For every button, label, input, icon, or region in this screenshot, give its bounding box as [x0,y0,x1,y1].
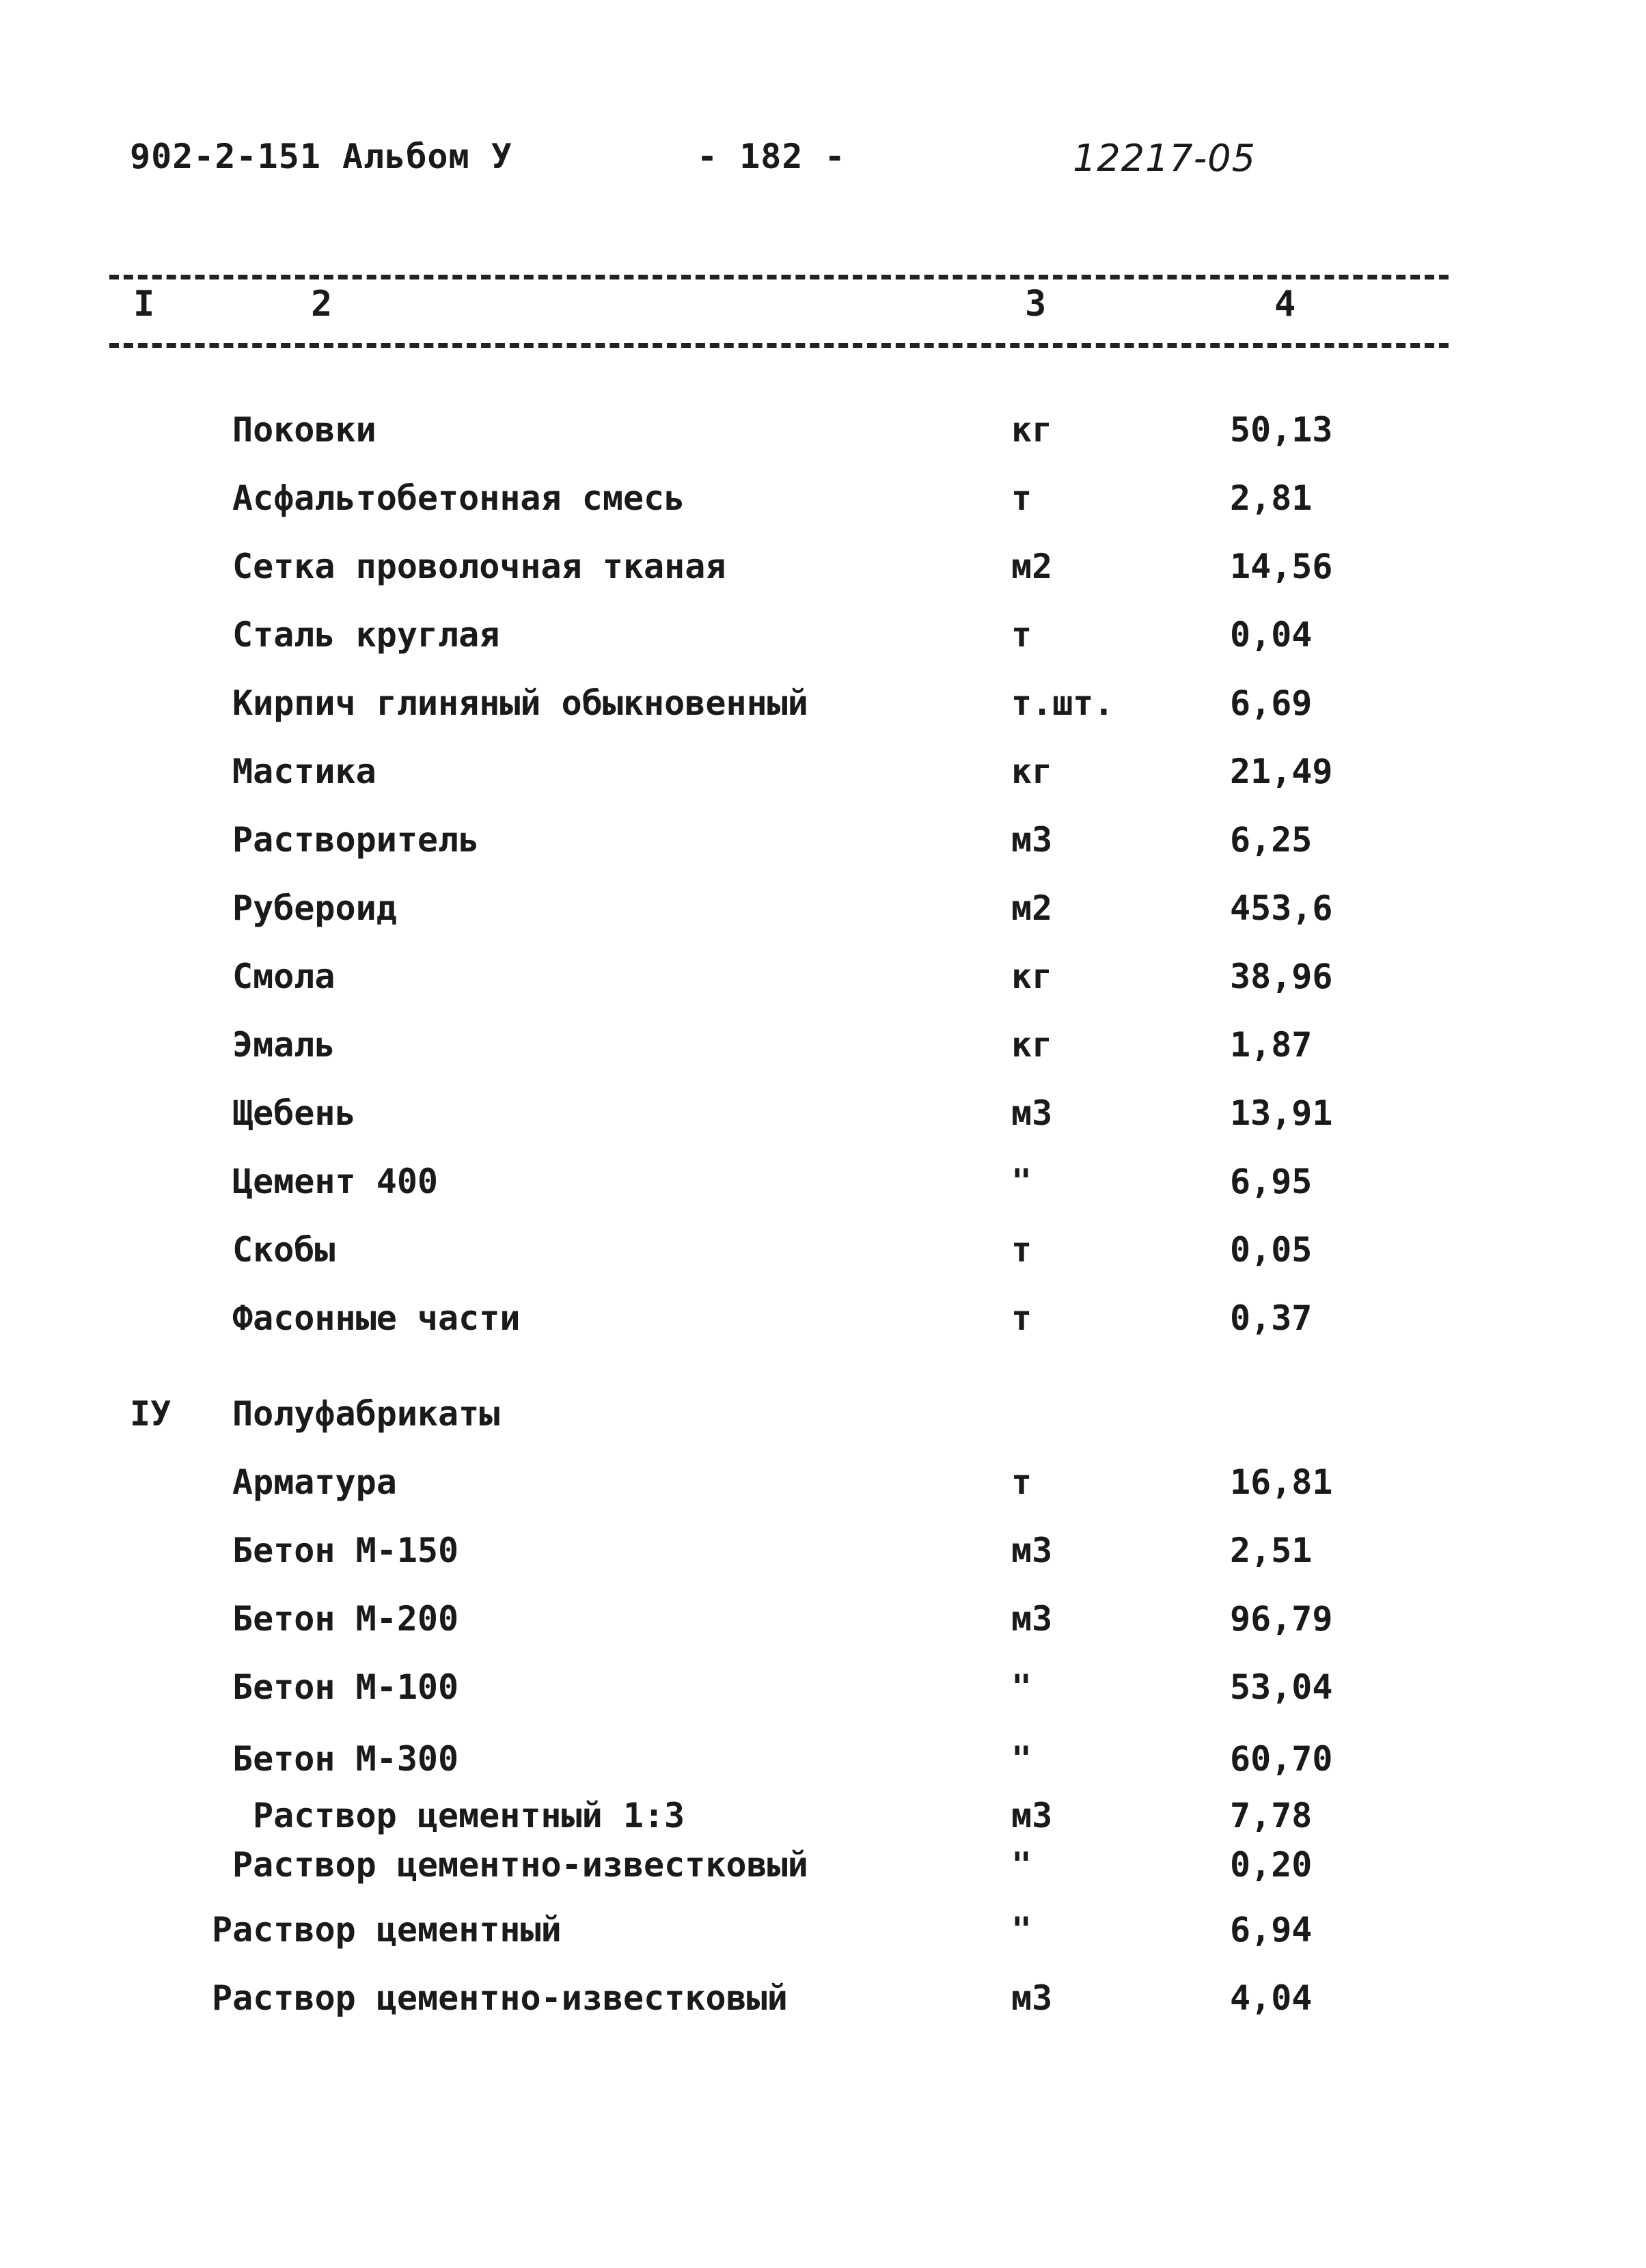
row-unit: кг [1011,957,1053,996]
table-row [0,1910,1646,1965]
row-value: 16,81 [1230,1462,1333,1502]
row-name: Арматура [232,1462,397,1502]
row-unit: " [1011,1910,1032,1950]
row-value: 50,13 [1230,410,1333,450]
row-name: Бетон М-100 [232,1667,459,1707]
row-unit: м3 [1011,820,1053,860]
row-value: 14,56 [1230,547,1333,586]
row-name: Сталь круглая [232,615,500,655]
table-row [0,1531,1646,1585]
row-unit: т [1011,615,1032,655]
row-name: Бетон М-200 [232,1599,459,1639]
row-unit: м3 [1011,1796,1053,1835]
row-value: 6,25 [1230,820,1313,860]
table-row [0,615,1646,670]
row-unit: кг [1011,1025,1053,1065]
row-unit: т [1011,1298,1032,1338]
row-name: Сетка проволочная тканая [232,547,726,586]
table-row [0,957,1646,1011]
table-row [0,1298,1646,1353]
row-name: Смола [232,957,335,996]
row-value: 6,94 [1230,1910,1313,1950]
handwritten-number: 12217-05 [1073,137,1256,180]
row-unit: т [1011,1462,1032,1502]
row-name: Раствор цементный 1:3 [253,1796,685,1835]
table-row [0,1093,1646,1148]
row-value: 2,81 [1230,478,1313,518]
row-name: Фасонные части [232,1298,521,1338]
row-name: Поковки [232,410,376,450]
row-value: 13,91 [1230,1093,1333,1133]
row-name: Кирпич глиняный обыкновенный [232,683,808,723]
row-value: 21,49 [1230,752,1333,791]
section-number: IУ [130,1394,172,1434]
row-name: Раствор цементно-известковый [232,1845,808,1885]
table-row [0,888,1646,943]
row-name: Бетон М-300 [232,1739,459,1779]
table-top-rule [109,275,1449,279]
row-name: Цемент 400 [232,1162,439,1201]
row-value: 7,78 [1230,1796,1313,1835]
row-name: Растворитель [232,820,480,860]
table-header-rule [109,343,1449,348]
row-value: 0,20 [1230,1845,1313,1885]
row-value: 1,87 [1230,1025,1313,1065]
row-unit: м2 [1011,888,1053,928]
row-value: 6,95 [1230,1162,1313,1201]
row-value: 4,04 [1230,1978,1313,2018]
column-header-2: 2 [311,284,333,325]
row-value: 53,04 [1230,1667,1333,1707]
row-name: Асфальтобетонная смесь [232,478,685,518]
row-unit: " [1011,1667,1032,1707]
row-unit: " [1011,1845,1032,1885]
row-unit: т [1011,478,1032,518]
document-code: 902-2-151 Альбом У [130,137,512,176]
row-name: Скобы [232,1230,335,1270]
row-name: Рубероид [232,888,397,928]
row-value: 60,70 [1230,1739,1333,1779]
table-row [0,1667,1646,1722]
row-unit: кг [1011,410,1053,450]
row-value: 0,37 [1230,1298,1313,1338]
table-row [0,1025,1646,1080]
table-row [0,1599,1646,1654]
row-unit: " [1011,1162,1032,1201]
table-row [0,410,1646,465]
row-value: 96,79 [1230,1599,1333,1639]
column-header-4: 4 [1274,284,1296,325]
table-row [0,752,1646,806]
page-number: - 182 - [697,137,846,176]
column-header-1: I [133,284,155,325]
row-value: 2,51 [1230,1531,1313,1570]
row-name: Раствор цементный [212,1910,562,1950]
row-value: 6,69 [1230,683,1313,723]
row-name: Мастика [232,752,376,791]
row-unit: т.шт. [1011,683,1114,723]
section-heading-row [0,1394,1646,1449]
row-unit: " [1011,1739,1032,1779]
row-unit: м3 [1011,1599,1053,1639]
row-unit: м3 [1011,1093,1053,1133]
section-name: Полуфабрикаты [232,1394,500,1434]
table-row [0,1162,1646,1216]
column-header-3: 3 [1025,284,1047,325]
table-row [0,1978,1646,2033]
row-name: Раствор цементно-известковый [212,1978,788,2018]
row-unit: кг [1011,752,1053,791]
row-value: 453,6 [1230,888,1333,928]
row-unit: м3 [1011,1978,1053,2018]
table-row [0,547,1646,601]
row-value: 0,05 [1230,1230,1313,1270]
row-name: Бетон М-150 [232,1531,459,1570]
row-name: Щебень [232,1093,356,1133]
row-value: 38,96 [1230,957,1333,996]
table-row [0,478,1646,533]
table-row [0,1462,1646,1517]
table-row [0,1796,1646,1850]
row-name: Эмаль [232,1025,335,1065]
table-row [0,820,1646,875]
table-row [0,1739,1646,1794]
row-unit: м2 [1011,547,1053,586]
table-row [0,683,1646,738]
table-row [0,1230,1646,1285]
row-unit: м3 [1011,1531,1053,1570]
row-value: 0,04 [1230,615,1313,655]
table-row [0,1845,1646,1900]
row-unit: т [1011,1230,1032,1270]
